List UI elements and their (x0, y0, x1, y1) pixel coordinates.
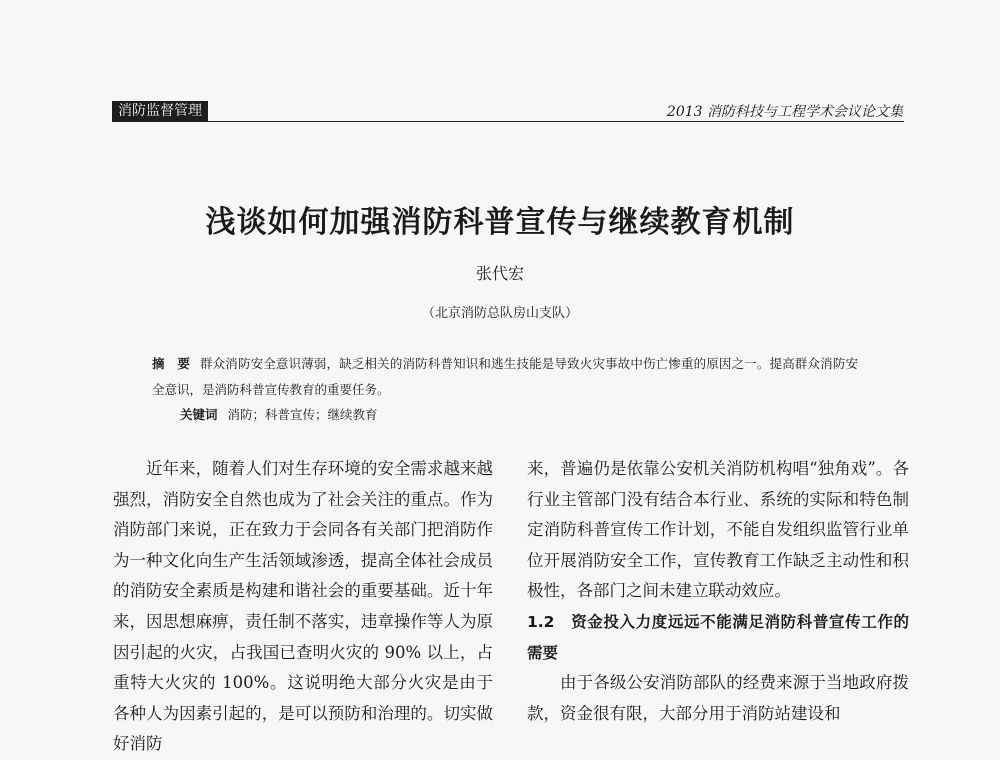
section-tag: 消防监督管理 (112, 101, 208, 121)
body-left-column (113, 454, 493, 760)
abstract (152, 351, 858, 403)
abstract-label: 摘 要 (152, 356, 190, 371)
section-heading: 1.2 资金投入力度远远不能满足消防科普宣传工作的需要 (527, 612, 909, 662)
body-right-column (527, 454, 909, 729)
header-rule (112, 121, 904, 122)
body-paragraph: 由于各级公安消防部队的经费来源于当地政府拨款，资金很有限，大部分用于消防站建设和 (527, 673, 909, 723)
journal-title: 2013 消防科技与工程学术会议论文集 (666, 104, 903, 120)
keywords (180, 404, 378, 426)
keywords-text: 消防；科普宣传；继续教育 (227, 407, 378, 422)
author-name: 张代宏 (475, 264, 524, 283)
paper-title: 浅谈如何加强消防科普宣传与继续教育机制 (205, 205, 795, 240)
body-paragraph: 近年来，随着人们对生存环境的安全需求越来越强烈，消防安全自然也成为了社会关注的重点。作为消防部门来说，正在致力于会同各有关部门把消防作为一种文化向生产生活领域渗透，提高全体社会成员的消防安全素质是构建和谐社会的重要基础。近十年来，因思想麻痹，责任制不落实，违章操作等人为原因引起的火灾，占我国已查明火灾的 90% 以上，占重特大火灾的 100%。这说明绝大部分火灾是由于各种人为因素引起的，是可以预防和治理的。切实做好消防 (113, 459, 493, 754)
abstract-text: 群众消防安全意识薄弱，缺乏相关的消防科普知识和逃生技能是导致火灾事故中伤亡惨重的原因之一。提高群众消防安全意识，是消防科普宣传教育的重要任务。 (152, 356, 858, 397)
body-paragraph-continued: 来，普遍仍是依靠公安机关消防机构唱“独角戏”。各行业主管部门没有结合本行业、系统的实际和特色制定消防科普宣传工作计划，不能自发组织监管行业单位开展消防安全工作，宣传教育工作缺乏主动性和积极性，各部门之间未建立联动效应。 (527, 459, 909, 601)
author-affiliation: （北京消防总队房山支队） (421, 306, 578, 321)
keywords-label: 关键词 (180, 407, 218, 422)
